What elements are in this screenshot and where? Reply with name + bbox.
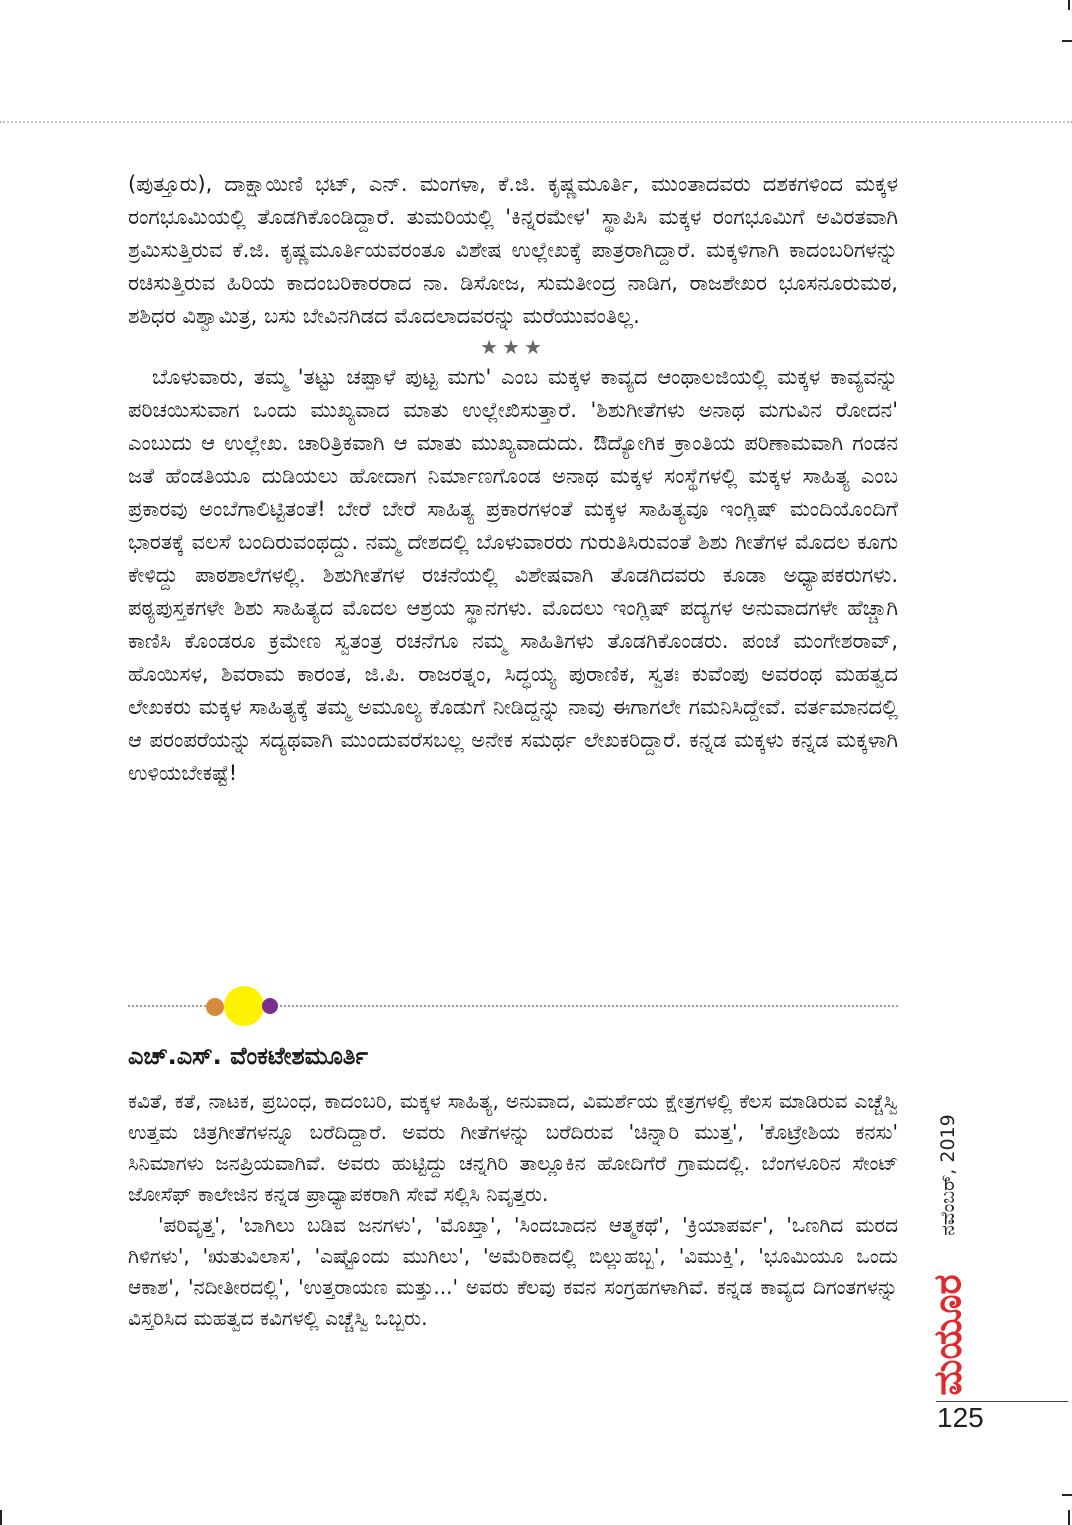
crop-mark-top-right xyxy=(1068,0,1070,10)
crop-mark-bottom-right xyxy=(1068,1510,1070,1525)
crop-mark-right-bottom xyxy=(1062,1494,1072,1496)
author-bio xyxy=(128,1086,898,1334)
crop-mark-right-top xyxy=(1062,40,1072,42)
article-body xyxy=(128,168,898,790)
bio-paragraph: ಕವಿತೆ, ಕತೆ, ನಾಟಕ, ಪ್ರಬಂಧ, ಕಾದಂಬರಿ, ಮಕ್ಕಳ ಸಾಹಿತ್ಯ, ಅನುವಾದ, ವಿಮರ್ಶೆಯ ಕ್ಷೇತ್ರಗಳಲ್ಲಿ ಕೆಲಸ ಮಾಡಿರುವ ಎಚ್ಚೆಸ್ವಿ ಉತ್ತಮ ಚಿತ್ರಗೀತೆಗಳನ್ನೂ ಬರೆದಿದ್ದಾರೆ. ಅವರು ಗೀತೆಗಳನ್ನು ಬರೆದಿರುವ 'ಚಿನ್ನಾರಿ ಮುತ್ತ', 'ಕೊಟ್ರೇಶಿಯ ಕನಸು' ಸಿನಿಮಾಗಳು ಜನಪ್ರಿಯವಾಗಿವೆ. ಅವರು ಹುಟ್ಟಿದ್ದು ಚನ್ನಗಿರಿ ತಾಲ್ಲೂಕಿನ ಹೋದಿಗೆರೆ ಗ್ರಾಮದಲ್ಲಿ. ಬೆಂಗಳೂರಿನ ಸೇಂಟ್ ಜೋಸೆಫ್ ಕಾಲೇಜಿನ ಕನ್ನಡ ಪ್ರಾಧ್ಯಾಪಕರಾಗಿ ಸೇವೆ ಸಲ್ಲಿಸಿ ನಿವೃತ್ತರು. xyxy=(128,1089,898,1206)
purple-dot xyxy=(262,998,278,1014)
magazine-logo-text: ಮಯೂರ xyxy=(925,1274,970,1396)
yellow-dot xyxy=(224,986,264,1026)
author-name: ಎಚ್.ಎಸ್. ವೆಂಕಟೇಶಮೂರ್ತಿ xyxy=(128,1042,368,1070)
section-separator: ★★★ xyxy=(480,335,546,359)
header-dotted-rule xyxy=(0,121,1072,123)
orange-dot xyxy=(206,998,224,1016)
bio-divider xyxy=(128,984,898,1028)
issue-date xyxy=(928,1085,968,1265)
crop-mark-bottom-left xyxy=(0,1510,2,1525)
page-number: 125 xyxy=(937,1402,984,1433)
issue-date-text: ನವೆಂಬರ್, 2019 xyxy=(937,1114,959,1236)
body-paragraph: (ಪುತ್ತೂರು), ದಾಕ್ಷಾಯಿಣಿ ಭಟ್, ಎನ್. ಮಂಗಳಾ, ಕೆ.ಜಿ. ಕೃಷ್ಣಮೂರ್ತಿ, ಮುಂತಾದವರು ದಶಕಗಳಿಂದ ಮಕ್ಕಳ ರಂಗಭೂಮಿಯಲ್ಲಿ ತೊಡಗಿಕೊಂಡಿದ್ದಾರೆ. ತುಮರಿಯಲ್ಲಿ 'ಕಿನ್ನರಮೇಳ' ಸ್ಥಾಪಿಸಿ ಮಕ್ಕಳ ರಂಗಭೂಮಿಗೆ ಅವಿರತವಾಗಿ ಶ್ರಮಿಸುತ್ತಿರುವ ಕೆ.ಜಿ. ಕೃಷ್ಣಮೂರ್ತಿಯವರಂತೂ ವಿಶೇಷ ಉಲ್ಲೇಖಕ್ಕೆ ಪಾತ್ರರಾಗಿದ್ದಾರೆ. ಮಕ್ಕಳಿಗಾಗಿ ಕಾದಂಬರಿಗಳನ್ನು ರಚಿಸುತ್ತಿರುವ ಹಿರಿಯ ಕಾದಂಬರಿಕಾರರಾದ ನಾ. ಡಿಸೋಜ, ಸುಮತೀಂದ್ರ ನಾಡಿಗ, ರಾಜಶೇಖರ ಭೂಸನೂರುಮಠ, ಶಶಿಧರ ವಿಶ್ವಾಮಿತ್ರ, ಬಸು ಬೇವಿನಗಿಡದ ಮೊದಲಾದವರನ್ನು ಮರೆಯುವಂತಿಲ್ಲ. xyxy=(128,172,898,328)
magazine-logo xyxy=(924,1274,972,1396)
bio-paragraph: 'ಪರಿವೃತ್ತ', 'ಬಾಗಿಲು ಬಡಿವ ಜನಗಳು', 'ಮೊಖ್ತಾ', 'ಸಿಂದಬಾದನ ಆತ್ಮಕಥೆ', 'ಕ್ರಿಯಾಪರ್ವ', 'ಒಣಗಿದ ಮರದ ಗಿಳಿಗಳು', 'ಋತುವಿಲಾಸ', 'ಎಷ್ಟೊಂದು ಮುಗಿಲು', 'ಅಮೆರಿಕಾದಲ್ಲಿ ಬಿಲ್ಲುಹಬ್ಬ', 'ವಿಮುಕ್ತಿ', 'ಭೂಮಿಯೂ ಒಂದು ಆಕಾಶ', 'ನದೀತೀರದಲ್ಲಿ', 'ಉತ್ತರಾಯಣ ಮತ್ತು...' ಅವರು ಕೆಲವು ಕವನ ಸಂಗ್ರಹಗಳಾಗಿವೆ. ಕನ್ನಡ ಕಾವ್ಯದ ದಿಗಂತಗಳನ್ನು ವಿಸ್ತರಿಸಿದ ಮಹತ್ವದ ಕವಿಗಳಲ್ಲಿ ಎಚ್ಚೆಸ್ವಿ ಒಬ್ಬರು. xyxy=(128,1213,898,1330)
body-paragraph: ಬೊಳುವಾರು, ತಮ್ಮ 'ತಟ್ಟು ಚಪ್ಪಾಳೆ ಪುಟ್ಟ ಮಗು' ಎಂಬ ಮಕ್ಕಳ ಕಾವ್ಯದ ಆಂಥಾಲಜಿಯಲ್ಲಿ ಮಕ್ಕಳ ಕಾವ್ಯವನ್ನು ಪರಿಚಯಿಸುವಾಗ ಒಂದು ಮುಖ್ಯವಾದ ಮಾತು ಉಲ್ಲೇಖಿಸುತ್ತಾರೆ. 'ಶಿಶುಗೀತೆಗಳು ಅನಾಥ ಮಗುವಿನ ರೋದನ' ಎಂಬುದು ಆ ಉಲ್ಲೇಖ. ಚಾರಿತ್ರಿಕವಾಗಿ ಆ ಮಾತು ಮುಖ್ಯವಾದುದು. ಔದ್ಯೋಗಿಕ ಕ್ರಾಂತಿಯ ಪರಿಣಾಮವಾಗಿ ಗಂಡನ ಜತೆ ಹೆಂಡತಿಯೂ ದುಡಿಯಲು ಹೋದಾಗ ನಿರ್ಮಾಣಗೊಂಡ ಅನಾಥ ಮಕ್ಕಳ ಸಂಸ್ಥೆಗಳಲ್ಲಿ ಮಕ್ಕಳ ಸಾಹಿತ್ಯ ಎಂಬ ಪ್ರಕಾರವು ಅಂಬೆಗಾಲಿಟ್ಟಿತಂತೆ! ಬೇರೆ ಬೇರೆ ಸಾಹಿತ್ಯ ಪ್ರಕಾರಗಳಂತೆ ಮಕ್ಕಳ ಸಾಹಿತ್ಯವೂ ಇಂಗ್ಲಿಷ್ ಮಂದಿಯೊಂದಿಗೆ ಭಾರತಕ್ಕೆ ವಲಸೆ ಬಂದಿರುವಂಥದ್ದು. ನಮ್ಮ ದೇಶದಲ್ಲಿ ಬೊಳುವಾರರು ಗುರುತಿಸಿರುವಂತೆ ಶಿಶು ಗೀತೆಗಳ ಮೊದಲ ಕೂಗು ಕೇಳಿದ್ದು ಪಾಠಶಾಲೆಗಳಲ್ಲಿ. ಶಿಶುಗೀತೆಗಳ ರಚನೆಯಲ್ಲಿ ವಿಶೇಷವಾಗಿ ತೊಡಗಿದವರು ಕೂಡಾ ಅಧ್ಯಾಪಕರುಗಳು. ಪಠ್ಯಪುಸ್ತಕಗಳೇ ಶಿಶು ಸಾಹಿತ್ಯದ ಮೊದಲ ಆಶ್ರಯ ಸ್ಥಾನಗಳು. ಮೊದಲು ಇಂಗ್ಲಿಷ್ ಪದ್ಯಗಳ ಅನುವಾದಗಳೇ ಹೆಚ್ಚಾಗಿ ಕಾಣಿಸಿ ಕೊಂಡರೂ ಕ್ರಮೇಣ ಸ್ವತಂತ್ರ ರಚನೆಗೂ ನಮ್ಮ ಸಾಹಿತಿಗಳು ತೊಡಗಿಕೊಂಡರು. ಪಂಜೆ ಮಂಗೇಶರಾವ್, ಹೊಯಿಸಳ, ಶಿವರಾಮ ಕಾರಂತ, ಜಿ.ಪಿ. ರಾಜರತ್ನಂ, ಸಿದ್ಧಯ್ಯ ಪುರಾಣಿಕ, ಸ್ವತಃ ಕುವೆಂಪು ಅವರಂಥ ಮಹತ್ವದ ಲೇಖಕರು ಮಕ್ಕಳ ಸಾಹಿತ್ಯಕ್ಕೆ ತಮ್ಮ ಅಮೂಲ್ಯ ಕೊಡುಗೆ ನೀಡಿದ್ದನ್ನು ನಾವು ಈಗಾಗಲೇ ಗಮನಿಸಿದ್ದೇವೆ. ವರ್ತಮಾನದಲ್ಲಿ ಆ ಪರಂಪರೆಯನ್ನು ಸದ್ಯಥವಾಗಿ ಮುಂದುವರೆಸಬಲ್ಲ ಅನೇಕ ಸಮರ್ಥ ಲೇಖಕರಿದ್ದಾರೆ. ಕನ್ನಡ ಮಕ್ಕಳು ಕನ್ನಡ ಮಕ್ಕಳಾಗಿ ಉಳಿಯಬೇಕಷ್ಟೆ! xyxy=(128,365,898,785)
